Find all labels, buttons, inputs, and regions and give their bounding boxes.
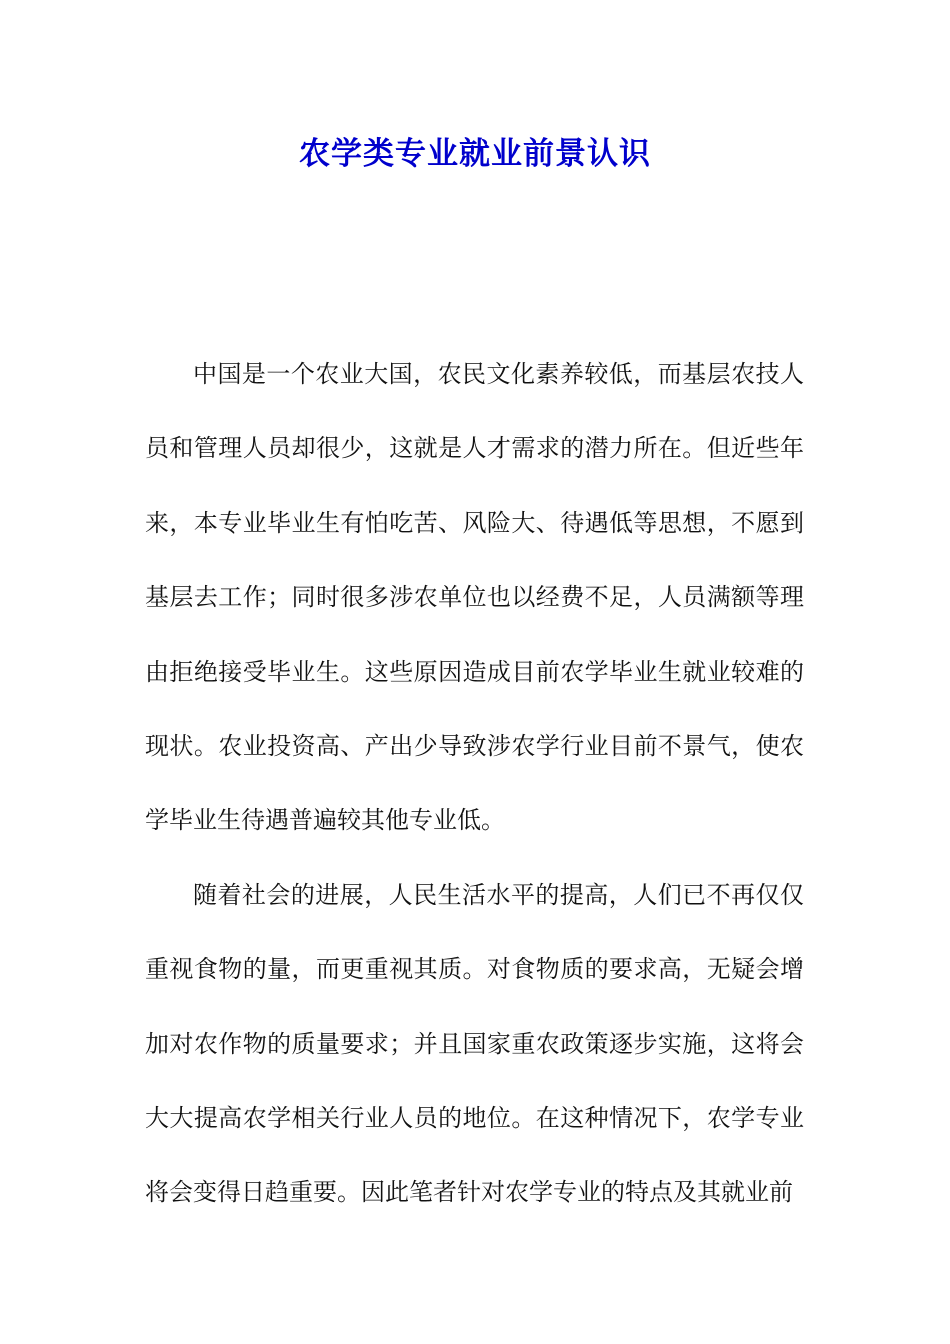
paragraph-2: 随着社会的进展，人民生活水平的提高，人们已不再仅仅重视食物的量，而更重视其质。对食物质的要求高，无疑会增加对农作物的质量要求；并且国家重农政策逐步实施，这将会大大提高农学相关行业人员的地位。在这种情况下，农学专业将会变得日趋重要。因此笔者针对农学专业的特点及其就业前 — [145, 880, 804, 1207]
document-body — [145, 337, 804, 1230]
document-title: 农学类专业就业前景认识 — [299, 136, 651, 172]
paragraph-1: 中国是一个农业大国，农民文化素养较低，而基层农技人员和管理人员却很少，这就是人才需求的潜力所在。但近些年来，本专业毕业生有怕吃苦、风险大、待遇低等思想，不愿到基层去工作；同时很多涉农单位也以经费不足，人员满额等理由拒绝接受毕业生。这些原因造成目前农学毕业生就业较难的现状。农业投资高、产出少导致涉农学行业目前不景气，使农学毕业生待遇普遍较其他专业低。 — [145, 360, 804, 835]
